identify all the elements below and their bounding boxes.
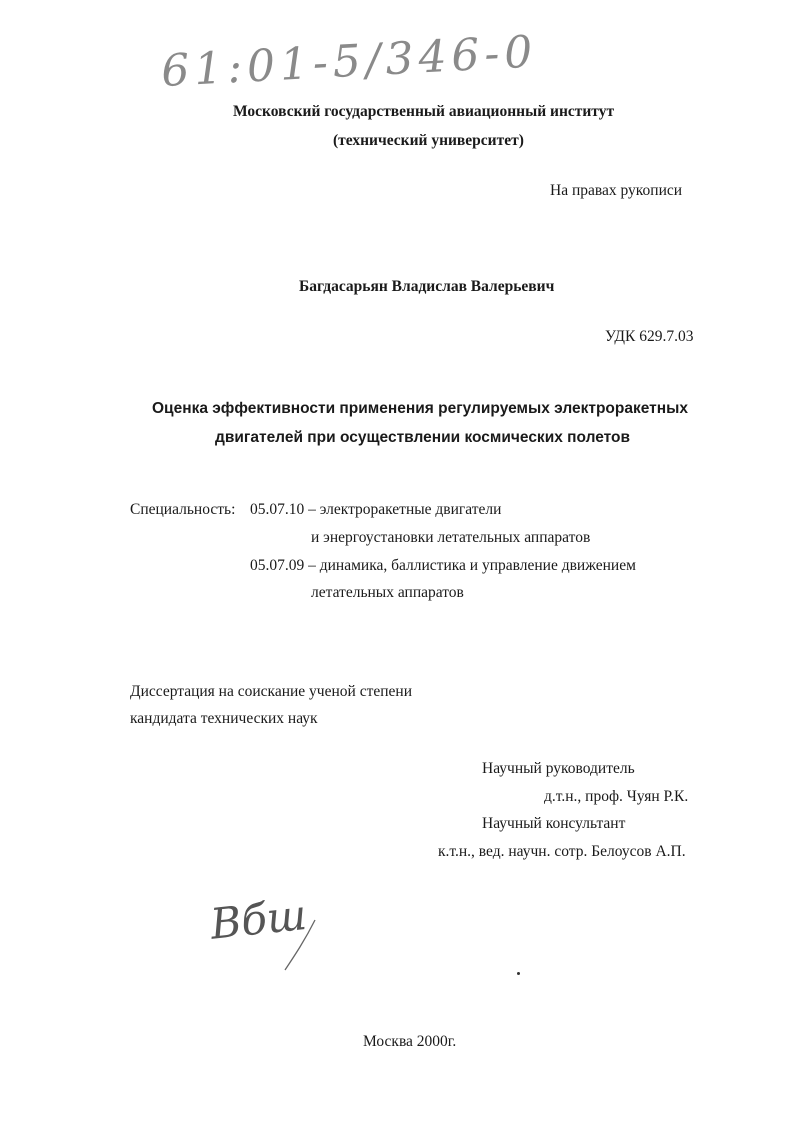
institution-name: Московский государственный авиационный институт (233, 103, 615, 120)
handwritten-code-text: 61:01-5/346-0 (160, 26, 539, 97)
specialty-item-2-line-1: 05.07.09 – динамика, баллистика и управление движением (250, 557, 636, 574)
place-and-year: Москва 2000г. (363, 1033, 457, 1050)
supervisor-label: Научный руководитель (482, 760, 635, 777)
consultant-name: к.т.н., вед. научн. сотр. Белоусов А.П. (438, 843, 686, 860)
author-name: Багдасарьян Владислав Валерьевич (299, 278, 555, 295)
manuscript-note: На правах рукописи (550, 182, 683, 199)
udc-code: УДК 629.7.03 (605, 328, 694, 345)
specialty-item-1-line-1: 05.07.10 – электроракетные двигатели (250, 501, 502, 518)
handwritten-archive-code (160, 26, 538, 97)
specialty-item-1-line-2: и энергоустановки летательных аппаратов (311, 529, 591, 546)
thesis-title-line-1: Оценка эффективности применения регулируемых электроракетных (152, 400, 688, 417)
signature-text: Вбш (208, 889, 309, 949)
scan-dot (517, 972, 520, 975)
thesis-title-line-2: двигателей при осуществлении космических полетов (215, 429, 631, 446)
consultant-label: Научный консультант (482, 815, 626, 832)
specialty-label: Специальность: (130, 501, 236, 518)
signature-tail (275, 910, 335, 980)
institution-subtitle: (технический университет) (333, 132, 524, 149)
dissertation-line-2: кандидата технических наук (130, 710, 318, 727)
supervisor-name: д.т.н., проф. Чуян Р.К. (544, 788, 689, 805)
specialty-item-2-line-2: летательных аппаратов (311, 584, 464, 601)
dissertation-line-1: Диссертация на соискание ученой степени (130, 683, 412, 700)
